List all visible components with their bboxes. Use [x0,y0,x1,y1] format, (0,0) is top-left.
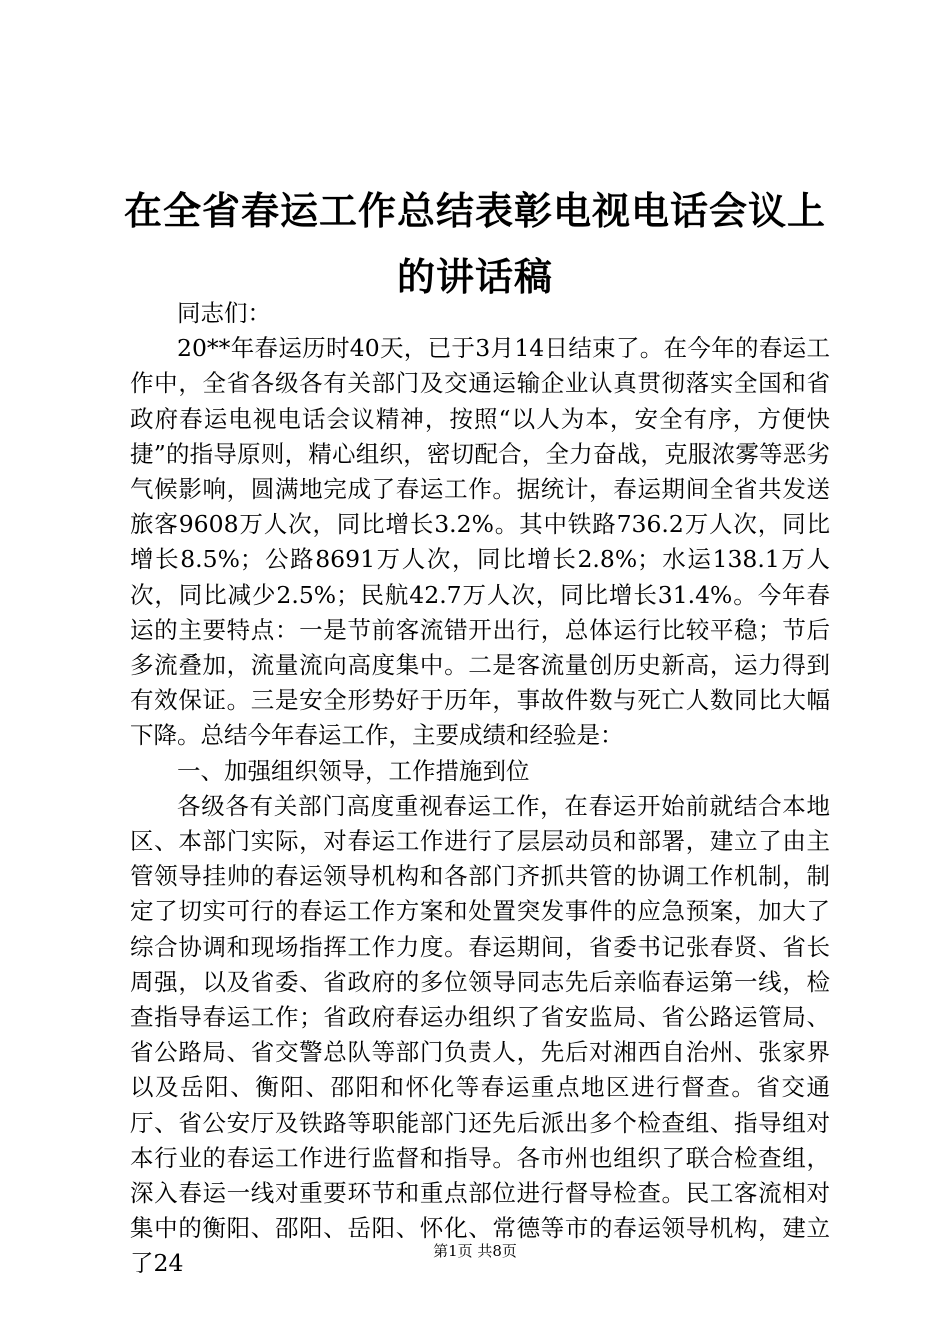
document-title: 在全省春运工作总结表彰电视电话会议上的讲话稿 [123,188,826,299]
paragraph-summary: 20**年春运历时40天，已于3月14日结束了。在今年的春运工作中，全省各级各有关部门及交通运输企业认真贯彻落实全国和省政府春运电视电话会议精神，按照“以人为本，安全有序，方便快捷”的指导原则，精心组织，密切配合，全力奋战，克服浓雾等恶劣气候影响，圆满地完成了春运工作。据统计，春运期间全省共发送旅客9608万人次，同比增长3.2%。其中铁路736.2万人次，同比增长8.5%；公路8691万人次，同比增长2.8%；水运138.1万人次，同比减少2.5%；民航42.7万人次，同比增长31.4%。今年春运的主要特点：一是节前客流错开出行，总体运行比较平稳；节后多流叠加，流量流向高度集中。二是客流量创历史新高，运力得到有效保证。三是安全形势好于历年，事故件数与死亡人数同比大幅下降。总结今年春运工作，主要成绩和经验是： [130,334,830,750]
salutation: 同志们： [177,299,271,327]
paragraph-section-one: 各级各有关部门高度重视春运工作，在春运开始前就结合本地区、本部门实际，对春运工作进行了层层动员和部署，建立了由主管领导挂帅的春运领导机构和各部门齐抓共管的协调工作机制，制定了切实可行的春运工作方案和处置突发事件的应急预案，加大了综合协调和现场指挥工作力度。春运期间，省委书记张春贤、省长周强，以及省委、省政府的多位领导同志先后亲临春运第一线，检查指导春运工作；省政府春运办组织了省安监局、省公路运管局、省公路局、省交警总队等部门负责人，先后对湘西自治州、张家界以及岳阳、衡阳、邵阳和怀化等春运重点地区进行督查。省交通厅、省公安厅及铁路等职能部门还先后派出多个检查组、指导组对本行业的春运工作进行监督和指导。各市州也组织了联合检查组，深入春运一线对重要环节和重点部位进行督导检查。民工客流相对集中的衡阳、邵阳、岳阳、怀化、常德等市的春运领导机构，建立了24 [130,791,830,1278]
section-heading: 一、加强组织领导，工作措施到位 [177,756,530,785]
document-body [130,296,830,1282]
page-footer: 第1页 共8页 [433,1242,517,1260]
